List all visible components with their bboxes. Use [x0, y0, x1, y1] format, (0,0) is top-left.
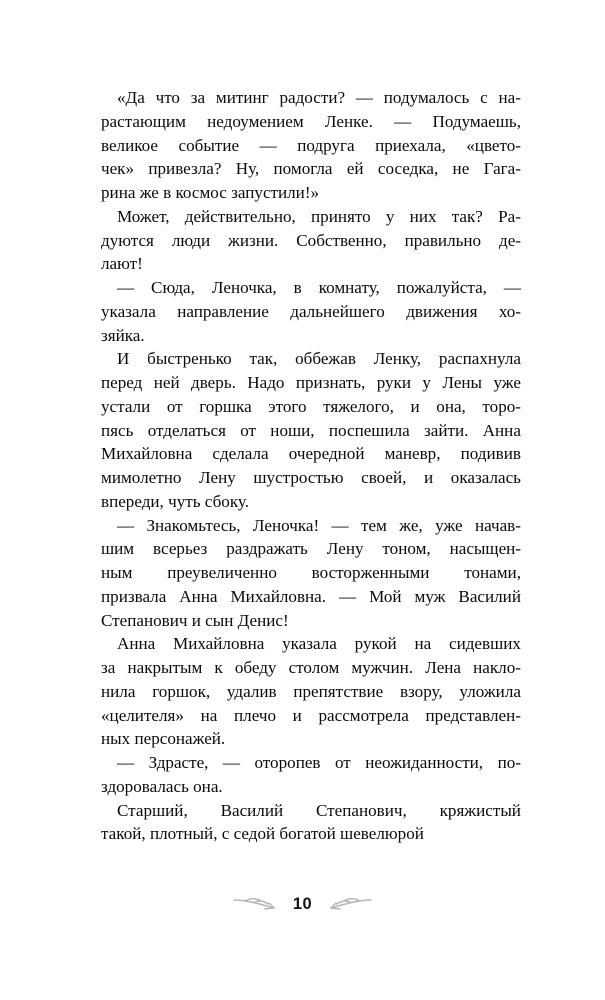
word: уложила: [459, 681, 521, 701]
word: Старший,: [117, 800, 188, 820]
word: —: [117, 753, 135, 772]
word: Михайловна: [173, 634, 265, 654]
word: накрытым: [127, 658, 203, 677]
word: правильно: [404, 230, 482, 250]
text-line: [101, 347, 521, 371]
word: призвала: [101, 586, 167, 606]
word: устали: [101, 396, 151, 416]
word: событие: [178, 135, 240, 155]
paragraph: [101, 276, 521, 347]
word: же,: [399, 515, 423, 535]
word: Лены: [442, 373, 483, 392]
word: —: [117, 278, 135, 297]
word: Ну,: [235, 159, 260, 179]
word: у: [422, 373, 431, 392]
text-line: [101, 205, 521, 229]
paragraph: [101, 632, 521, 751]
word: —: [331, 515, 349, 535]
word: великое: [101, 135, 159, 155]
word: отделаться: [147, 420, 226, 440]
word: Василий: [220, 800, 284, 820]
word: перед: [101, 373, 143, 392]
word: горшок,: [152, 681, 211, 701]
word: указала: [101, 301, 156, 321]
word: оббежав: [295, 349, 356, 369]
word: Анна: [179, 586, 218, 606]
word: и: [292, 705, 302, 725]
word: у: [385, 206, 395, 226]
text-line: [101, 395, 521, 419]
word: чек»: [101, 159, 135, 179]
word: от: [240, 420, 257, 440]
word: на-: [498, 88, 521, 107]
word: тяжелого,: [323, 396, 394, 416]
leaf-branch-ornament-right: [327, 893, 373, 915]
word: —: [222, 753, 241, 772]
word: в: [293, 278, 302, 297]
word: так,: [249, 349, 278, 369]
word: недоумением: [207, 111, 304, 131]
word: —: [355, 88, 373, 107]
word: насыщен-: [449, 539, 521, 559]
word: Ленке.: [324, 111, 373, 131]
word: привезла?: [148, 159, 222, 179]
word: от: [334, 753, 351, 772]
word: обеду: [234, 658, 277, 677]
word: нила: [101, 681, 136, 701]
text-line: [101, 276, 521, 300]
text-line: [101, 704, 521, 728]
word: —: [339, 586, 357, 606]
word: —: [259, 135, 277, 155]
word: направление: [177, 301, 269, 321]
word: Василий: [458, 586, 521, 606]
word: своей,: [361, 468, 407, 487]
word: уже: [435, 515, 463, 535]
word: так?: [451, 206, 483, 226]
word: дальнейшего: [290, 301, 385, 321]
word: Михайловна: [101, 444, 193, 464]
word: Степанович,: [315, 800, 407, 820]
word: жизни.: [228, 230, 279, 250]
word: по-: [497, 753, 521, 772]
text-line: [101, 157, 521, 181]
text-line: здоровалась она.: [101, 776, 223, 796]
word: неожиданности,: [365, 753, 484, 772]
word: принято: [311, 206, 371, 226]
text-line: [101, 371, 521, 395]
word: дверь.: [191, 373, 236, 392]
word: Здрасте,: [148, 753, 209, 772]
word: маневр,: [384, 444, 441, 464]
text-line: [101, 585, 521, 609]
body-text-block: [101, 86, 521, 846]
page-number: 10: [292, 894, 313, 913]
text-line: [101, 680, 521, 704]
word: «Да: [117, 88, 145, 107]
word: уже: [493, 373, 521, 392]
word: Сюда,: [151, 278, 195, 297]
word: Может,: [117, 206, 170, 226]
word: Гага-: [483, 159, 521, 179]
word: Мой: [369, 586, 402, 606]
text-line: [101, 229, 521, 253]
word: и: [424, 468, 434, 487]
word: пожалуйста,: [396, 278, 487, 297]
text-line: [101, 300, 521, 324]
text-line: [101, 799, 521, 823]
text-line: рина же в космос запустили!»: [101, 183, 320, 202]
word: от: [166, 396, 183, 416]
text-line: [101, 419, 521, 443]
word: за: [101, 658, 116, 677]
word: поспешила: [328, 420, 410, 440]
paragraph: [101, 347, 521, 513]
word: радости?: [279, 88, 346, 107]
word: тоном,: [382, 539, 431, 559]
word: Лена: [425, 658, 462, 677]
leaf-branch-ornament-left: [232, 893, 278, 915]
word: тонами,: [464, 563, 521, 582]
word: ным: [101, 563, 133, 582]
word: Леночка,: [211, 278, 277, 297]
text-line: [101, 110, 521, 134]
text-line: [101, 86, 521, 110]
word: люди: [171, 230, 211, 250]
word: признать,: [295, 373, 366, 392]
word: за: [190, 88, 206, 107]
word: указала: [282, 634, 337, 654]
word: ней: [153, 373, 180, 392]
word: представлен-: [425, 705, 521, 725]
word: торо-: [482, 396, 521, 416]
paragraph: [101, 86, 521, 205]
word: с: [480, 88, 488, 107]
word: ей: [346, 159, 364, 179]
word: Надо: [247, 373, 285, 392]
word: них: [409, 206, 437, 226]
word: движения: [406, 301, 478, 321]
word: митинг: [215, 88, 269, 107]
word: всерьез: [153, 539, 208, 559]
word: действительно,: [184, 206, 296, 226]
word: дуются: [101, 230, 154, 250]
word: мимолетно: [101, 468, 182, 487]
text-line: [101, 466, 521, 490]
word: Знакомьтесь,: [146, 515, 241, 535]
word: тем: [361, 515, 387, 535]
text-line: [101, 514, 521, 538]
text-line: [101, 561, 521, 585]
word: ноши,: [270, 420, 315, 440]
text-line: [101, 751, 521, 775]
word: восторженными: [311, 563, 430, 582]
word: растающим: [101, 111, 186, 131]
word: приехала,: [375, 135, 446, 155]
word: мужчин.: [351, 658, 414, 677]
text-line: [101, 134, 521, 158]
word: сделала: [212, 444, 269, 464]
word: она,: [436, 396, 466, 416]
word: подруга: [297, 135, 355, 155]
word: начав-: [474, 515, 521, 535]
paragraph: [101, 799, 521, 847]
word: Леночка!: [252, 515, 320, 535]
word: не: [452, 159, 470, 179]
word: к: [214, 658, 223, 677]
text-line: ных персонажей.: [101, 729, 226, 749]
word: препятствие: [293, 681, 384, 701]
word: подумалось: [383, 88, 470, 107]
text-line: [101, 632, 521, 656]
word: на: [200, 705, 218, 725]
text-line: такой, плотный, с седой богатой шевелюрой: [101, 824, 424, 844]
word: Ра-: [498, 206, 521, 226]
word: что: [155, 88, 180, 107]
text-line: [101, 537, 521, 561]
word: —: [117, 515, 135, 535]
word: Анна: [117, 634, 156, 654]
word: Лену: [326, 539, 364, 559]
text-line: [101, 442, 521, 466]
word: «целителя»: [101, 705, 184, 725]
word: оторопев: [254, 753, 321, 772]
word: Ленку,: [373, 349, 422, 369]
text-line: [101, 656, 521, 680]
word: оказалась: [450, 468, 521, 487]
text-line: впереди, чуть сбоку.: [101, 491, 250, 511]
word: сидевших: [448, 634, 521, 654]
word: Собственно,: [296, 230, 387, 250]
word: рукой: [354, 634, 397, 654]
word: руки: [376, 373, 412, 392]
word: муж: [414, 586, 446, 606]
word: соседка,: [377, 159, 439, 179]
word: зайти.: [424, 420, 469, 440]
word: на: [414, 634, 432, 654]
paragraph: [101, 514, 521, 633]
word: этого: [268, 396, 307, 416]
word: —: [503, 278, 521, 297]
word: накло-: [473, 658, 521, 677]
word: Михайловна.: [230, 586, 327, 606]
word: плечо: [234, 705, 277, 725]
paragraph: [101, 751, 521, 799]
word: очередной: [288, 444, 365, 464]
word: Подумаешь,: [432, 111, 521, 131]
word: горшка: [199, 396, 252, 416]
word: —: [394, 111, 412, 131]
word: шустростью: [253, 468, 344, 487]
word: Анна: [482, 420, 521, 440]
text-line: зяйка.: [101, 325, 145, 345]
word: пясь: [101, 420, 134, 440]
word: столом: [288, 658, 340, 677]
word: шим: [101, 539, 135, 559]
paragraph: [101, 205, 521, 276]
word: комнату,: [318, 278, 380, 297]
page-footer: [0, 893, 605, 915]
word: помогла: [273, 159, 333, 179]
word: де-: [499, 230, 521, 250]
word: быстренько: [147, 349, 232, 369]
word: рассмотрела: [318, 705, 409, 725]
word: распахнула: [438, 349, 521, 369]
word: преувеличенно: [167, 563, 277, 582]
text-line: лают!: [101, 254, 143, 274]
word: удалив: [226, 681, 277, 701]
word: «цвето-: [466, 135, 521, 155]
text-line: Степанович и сын Денис!: [101, 610, 289, 630]
word: Лену: [199, 468, 236, 487]
word: раздражать: [226, 539, 308, 559]
word: хо-: [498, 301, 521, 321]
word: и: [410, 396, 420, 416]
word: взору,: [399, 681, 443, 701]
word: кряжистый: [439, 800, 521, 820]
word: подивив: [460, 444, 521, 464]
word: И: [117, 349, 130, 369]
